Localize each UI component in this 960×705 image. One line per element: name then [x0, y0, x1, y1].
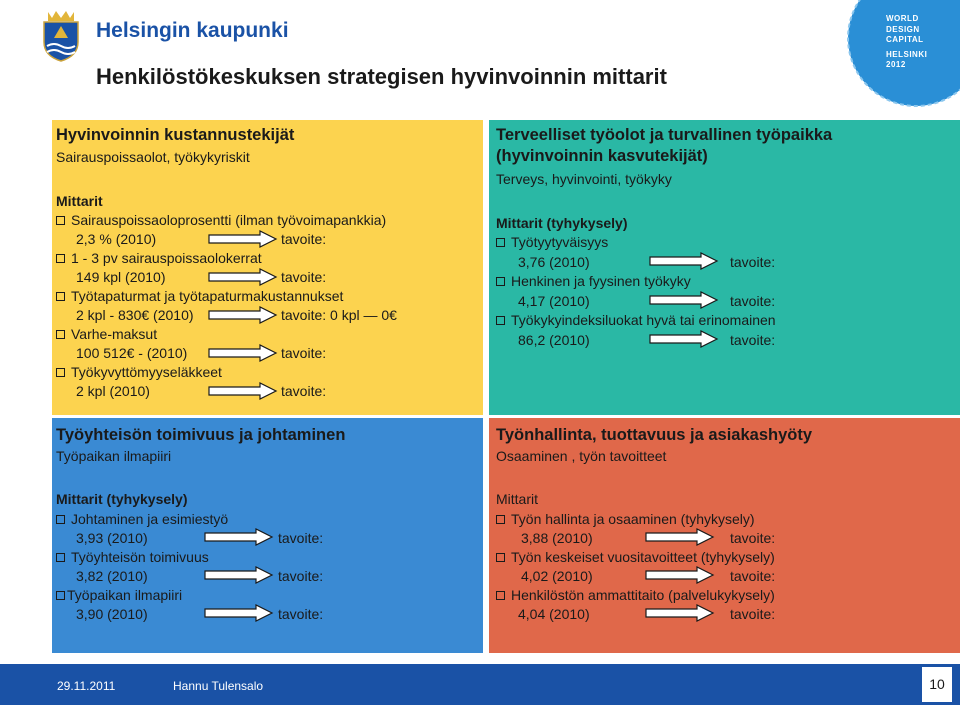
arrow-icon	[645, 604, 715, 622]
item-label: Henkinen ja fyysinen työkyky	[511, 273, 691, 289]
list-item	[496, 312, 776, 328]
item-value: 2,3 % (2010)	[76, 231, 157, 247]
checkbox-bullet-icon	[56, 553, 65, 562]
item-target: tavoite:	[278, 568, 324, 584]
list-item	[56, 212, 386, 228]
item-target: tavoite:	[730, 293, 776, 309]
wdc-line: CAPITAL	[886, 35, 924, 44]
wdc-line: HELSINKI	[886, 49, 928, 59]
item-value: 3,82 (2010)	[76, 568, 148, 584]
item-target: tavoite:	[281, 269, 327, 285]
checkbox-bullet-icon	[56, 515, 65, 524]
item-value: 100 512€ - (2010)	[76, 345, 188, 361]
item-target: tavoite:	[278, 530, 324, 546]
item-value: 3,90 (2010)	[76, 606, 148, 622]
item-label: Työn keskeiset vuositavoitteet (tyhykysely)	[511, 549, 775, 565]
arrow-icon	[208, 268, 278, 286]
quadrant-subtitle: Terveys, hyvinvointi, työkyky	[496, 171, 672, 187]
organization-name: Helsingin kaupunki	[96, 19, 289, 42]
item-target: tavoite:	[278, 606, 324, 622]
arrow-icon	[645, 566, 715, 584]
item-target: tavoite:	[730, 568, 776, 584]
quadrant-subtitle: Työpaikan ilmapiiri	[56, 448, 172, 464]
item-target: tavoite: 0 kpl — 0€	[281, 307, 397, 323]
item-value: 2 kpl - 830€ (2010)	[76, 307, 194, 323]
checkbox-bullet-icon	[496, 277, 505, 286]
item-target: tavoite:	[281, 383, 327, 399]
mittarit-label: Mittarit (tyhykysely)	[56, 491, 188, 507]
list-item	[496, 234, 608, 250]
arrow-icon	[645, 528, 715, 546]
wdc-line: WORLD	[886, 14, 919, 23]
item-target: tavoite:	[281, 231, 327, 247]
item-target: tavoite:	[281, 345, 327, 361]
list-item	[496, 273, 691, 289]
item-value: 86,2 (2010)	[518, 332, 590, 348]
item-label: Työtapaturmat ja työtapaturmakustannukset	[71, 288, 344, 304]
list-item	[496, 511, 755, 527]
page-title: Henkilöstökeskuksen strategisen hyvinvoinnin mittarit	[96, 64, 667, 89]
checkbox-bullet-icon	[56, 591, 65, 600]
arrow-icon	[649, 252, 719, 270]
item-label: Sairauspoissaoloprosentti (ilman työvoimapankkia)	[71, 212, 387, 228]
helsinki-crest-logo	[40, 8, 82, 62]
checkbox-bullet-icon	[56, 368, 65, 377]
item-label: Varhe-maksut	[71, 326, 158, 342]
wdc-line: 2012	[886, 60, 906, 69]
item-target: tavoite:	[730, 606, 776, 622]
checkbox-bullet-icon	[496, 238, 505, 247]
quadrant-heading: Työyhteisön toimivuus ja johtaminen	[56, 426, 346, 444]
quadrant-work-management	[489, 418, 960, 653]
arrow-icon	[208, 382, 278, 400]
wdc-line: DESIGN	[886, 24, 920, 34]
arrow-icon	[208, 230, 278, 248]
item-label: Työkykyindeksiluokat hyvä tai erinomainen	[511, 312, 776, 328]
quadrant-healthy-workplace	[489, 120, 960, 415]
arrow-icon	[204, 604, 274, 622]
list-item	[56, 549, 209, 565]
mittarit-label: Mittarit (tyhykysely)	[496, 215, 628, 231]
item-label: 1 - 3 pv sairauspoissaolokerrat	[71, 250, 262, 266]
arrow-icon	[208, 306, 278, 324]
footer-author: Hannu Tulensalo	[173, 679, 264, 693]
list-item	[496, 549, 775, 565]
arrow-icon	[208, 344, 278, 362]
quadrant-subtitle: Osaaminen , työn tavoitteet	[496, 448, 667, 464]
list-item	[56, 511, 228, 527]
list-item	[56, 288, 343, 304]
list-item	[496, 587, 775, 603]
arrow-icon	[204, 566, 274, 584]
list-item	[56, 326, 157, 342]
quadrant-heading: Työnhallinta, tuottavuus ja asiakashyöty	[496, 426, 813, 444]
list-item	[56, 587, 182, 603]
checkbox-bullet-icon	[56, 330, 65, 339]
item-label: Johtaminen ja esimiestyö	[71, 511, 229, 527]
quadrant-cost-factors	[52, 120, 483, 415]
quadrant-work-community	[52, 418, 483, 653]
arrow-icon	[649, 330, 719, 348]
item-label: Työkyvyttömyyseläkkeet	[71, 364, 222, 380]
item-value: 2 kpl (2010)	[76, 383, 150, 399]
page-number: 10	[922, 667, 952, 702]
checkbox-bullet-icon	[56, 254, 65, 263]
footer-bar	[0, 664, 960, 705]
quadrant-heading: (hyvinvoinnin kasvutekijät)	[496, 147, 708, 165]
item-value: 3,88 (2010)	[521, 530, 593, 546]
item-target: tavoite:	[730, 254, 776, 270]
footer-date: 29.11.2011	[57, 679, 116, 693]
world-design-capital-text	[886, 14, 927, 71]
item-value: 4,04 (2010)	[518, 606, 590, 622]
checkbox-bullet-icon	[496, 591, 505, 600]
item-target: tavoite:	[730, 332, 776, 348]
item-value: 3,76 (2010)	[518, 254, 590, 270]
item-label: Työn hallinta ja osaaminen (tyhykysely)	[511, 511, 755, 527]
arrow-icon	[649, 291, 719, 309]
item-target: tavoite:	[730, 530, 776, 546]
arrow-icon	[204, 528, 274, 546]
item-value: 4,02 (2010)	[521, 568, 593, 584]
quadrant-heading: Terveelliset työolot ja turvallinen työpaikka	[496, 126, 833, 144]
checkbox-bullet-icon	[496, 515, 505, 524]
mittarit-label: Mittarit	[496, 491, 538, 507]
list-item	[56, 364, 222, 380]
checkbox-bullet-icon	[56, 292, 65, 301]
mittarit-label: Mittarit	[56, 193, 103, 209]
list-item	[56, 250, 262, 266]
item-label: Työtyytyväisyys	[511, 234, 609, 250]
checkbox-bullet-icon	[496, 316, 505, 325]
item-label: Työpaikan ilmapiiri	[67, 587, 183, 603]
quadrant-subtitle: Sairauspoissaolot, työkykyriskit	[56, 149, 250, 165]
item-value: 149 kpl (2010)	[76, 269, 166, 285]
item-label: Työyhteisön toimivuus	[71, 549, 209, 565]
item-value: 3,93 (2010)	[76, 530, 148, 546]
checkbox-bullet-icon	[496, 553, 505, 562]
item-label: Henkilöstön ammattitaito (palvelukykysely)	[511, 587, 775, 603]
item-value: 4,17 (2010)	[518, 293, 590, 309]
checkbox-bullet-icon	[56, 216, 65, 225]
quadrant-heading: Hyvinvoinnin kustannustekijät	[56, 126, 295, 144]
